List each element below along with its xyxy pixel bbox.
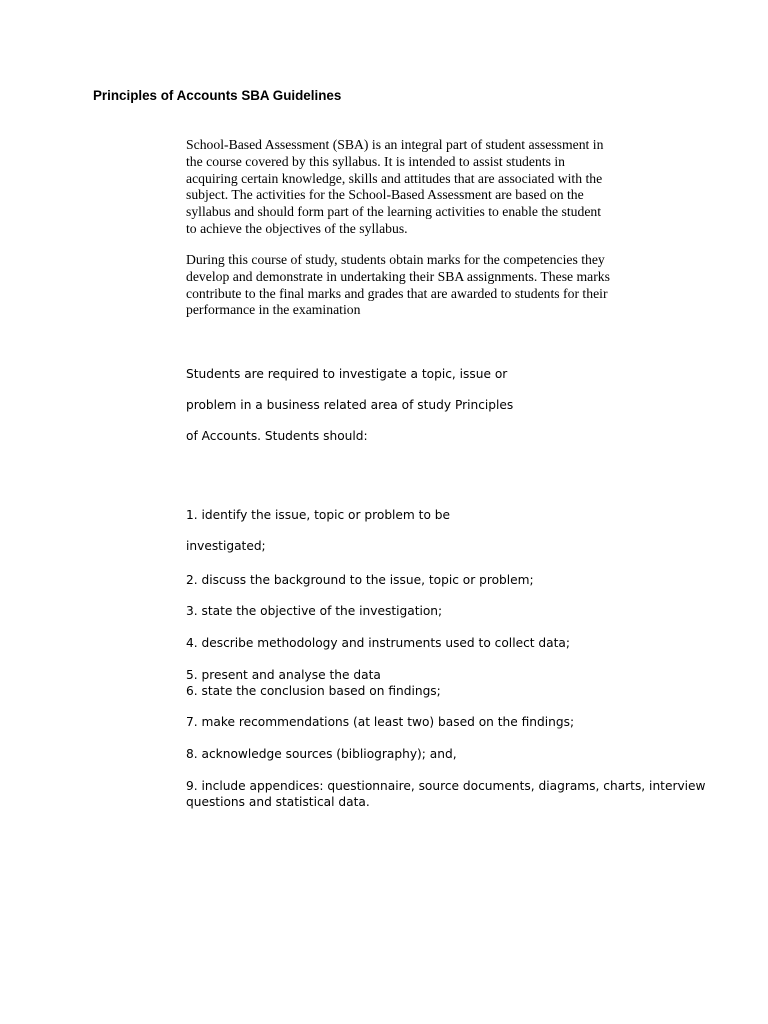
paragraph-line: syllabus and should form part of the learning activities to enable the student <box>186 204 602 220</box>
paragraph-line: School-Based Assessment (SBA) is an integral part of student assessment in <box>186 137 604 152</box>
list-item-continuation: questions and statistical data. <box>186 795 370 809</box>
intro-line: of Accounts. Students should: <box>186 429 368 443</box>
sba-intro-paragraph <box>186 137 686 238</box>
list-item: 6. state the conclusion based on findings; <box>186 684 441 698</box>
list-item: 1. identify the issue, topic or problem to be <box>186 508 451 522</box>
marks-paragraph <box>186 252 686 319</box>
list-item: 7. make recommendations (at least two) based on the findings; <box>186 715 575 729</box>
intro-line: problem in a business related area of study Principles <box>186 398 514 412</box>
paragraph-line: develop and demonstrate in undertaking their SBA assignments. These marks <box>186 268 610 284</box>
paragraph-line: the course covered by this syllabus. It is intended to assist students in <box>186 153 566 169</box>
list-item: 5. present and analyse the data <box>186 668 381 682</box>
intro-line: Students are required to investigate a topic, issue or <box>186 367 508 381</box>
list-item: 9. include appendices: questionnaire, source documents, diagrams, charts, interview <box>186 779 706 793</box>
list-item: 4. describe methodology and instruments used to collect data; <box>186 636 570 650</box>
paragraph-line: to achieve the objectives of the syllabus. <box>186 220 408 236</box>
paragraph-line: contribute to the final marks and grades that are awarded to students for their <box>186 285 608 301</box>
paragraph-line: subject. The activities for the School-Based Assessment are based on the <box>186 187 584 203</box>
paragraph-line: acquiring certain knowledge, skills and attitudes that are associated with the <box>186 170 603 186</box>
list-item: 8. acknowledge sources (bibliography); and, <box>186 747 457 761</box>
document-title: Principles of Accounts SBA Guidelines <box>93 88 342 103</box>
list-item: 3. state the objective of the investigation; <box>186 604 443 618</box>
list-item-continuation: investigated; <box>186 539 266 553</box>
list-item: 2. discuss the background to the issue, topic or problem; <box>186 573 534 587</box>
paragraph-line: During this course of study, students obtain marks for the competencies they <box>186 252 605 267</box>
paragraph-line: performance in the examination <box>186 302 361 318</box>
